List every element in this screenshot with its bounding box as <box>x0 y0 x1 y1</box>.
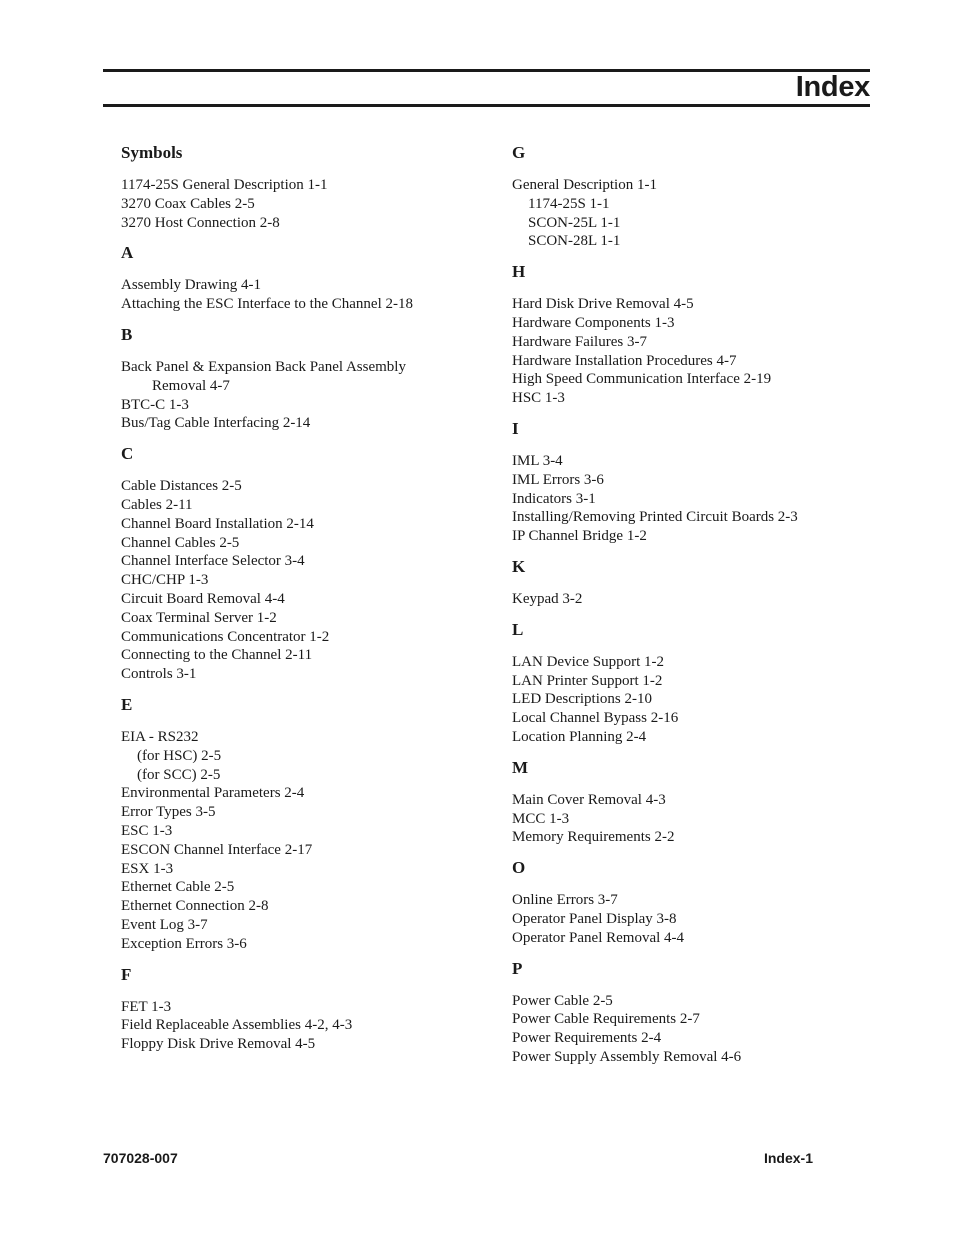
entry-list <box>121 477 491 684</box>
index-entry: Cables 2-11 <box>121 496 193 513</box>
index-subentry: (for SCC) 2-5 <box>137 766 221 783</box>
index-entry: HSC 1-3 <box>512 390 565 407</box>
index-entry: Circuit Board Removal 4-4 <box>121 590 285 607</box>
section-letter-heading: B <box>121 324 133 344</box>
page-number: Index-1 <box>763 1150 813 1166</box>
index-entry: LED Descriptions 2-10 <box>512 691 652 708</box>
index-entry: MCC 1-3 <box>512 810 570 827</box>
index-entry: Ethernet Cable 2-5 <box>121 879 235 896</box>
index-entry: Local Channel Bypass 2-16 <box>512 710 679 727</box>
entry-list <box>512 295 872 408</box>
index-entry: Back Panel & Expansion Back Panel Assembly <box>121 358 406 375</box>
index-entry: 1174-25S General Description 1-1 <box>121 177 328 193</box>
index-entry: Channel Board Installation 2-14 <box>121 515 314 532</box>
index-entry: Channel Cables 2-5 <box>121 534 240 551</box>
index-section <box>121 143 491 232</box>
index-entry: Hardware Failures 3-7 <box>512 333 647 350</box>
section-letter-heading: M <box>512 757 529 777</box>
entry-list <box>121 998 491 1054</box>
index-column-left <box>121 143 491 1065</box>
document-number: 707028-007 <box>103 1150 178 1166</box>
entry-list <box>121 276 491 314</box>
index-entry: Keypad 3-2 <box>512 590 583 607</box>
index-entry: ESCON Channel Interface 2-17 <box>121 841 313 858</box>
section-letter-heading: H <box>512 262 526 282</box>
index-entry: ESX 1-3 <box>121 860 174 877</box>
index-entry: Bus/Tag Cable Interfacing 2-14 <box>121 415 311 432</box>
entry-list <box>121 358 491 433</box>
index-section <box>512 143 872 251</box>
index-entry: Location Planning 2-4 <box>512 728 647 745</box>
index-entry: Coax Terminal Server 1-2 <box>121 609 277 626</box>
index-section <box>121 444 491 684</box>
index-section <box>121 243 491 314</box>
section-letter-heading: G <box>512 143 526 162</box>
index-entry: Indicators 3-1 <box>512 490 596 507</box>
header-top-rule <box>103 69 870 72</box>
section-letter-heading: O <box>512 858 526 878</box>
section-letter-heading: C <box>121 444 134 464</box>
index-entry: FET 1-3 <box>121 998 172 1015</box>
entry-list <box>121 728 491 954</box>
section-letter-heading: L <box>512 619 524 639</box>
index-entry: Cable Distances 2-5 <box>121 478 242 495</box>
index-entry: CHC/CHP 1-3 <box>121 572 209 589</box>
index-subentry: 1174-25S 1-1 <box>528 195 610 212</box>
index-entry: 3270 Coax Cables 2-5 <box>121 195 255 212</box>
index-entry: Connecting to the Channel 2-11 <box>121 647 313 664</box>
index-entry: Attaching the ESC Interface to the Channel 2-18 <box>121 296 413 313</box>
index-entry: Ethernet Connection 2-8 <box>121 898 269 915</box>
index-entry: Online Errors 3-7 <box>512 892 618 909</box>
index-entry: Power Cable Requirements 2-7 <box>512 1011 700 1028</box>
index-entry: Assembly Drawing 4-1 <box>121 277 261 294</box>
index-entry: IML 3-4 <box>512 452 563 469</box>
index-section <box>512 557 872 609</box>
index-section <box>512 858 872 947</box>
index-entry: General Description 1-1 <box>512 177 657 193</box>
index-entry: EIA - RS232 <box>121 728 199 745</box>
entry-list <box>512 653 872 747</box>
index-entry: Operator Panel Display 3-8 <box>512 910 677 927</box>
index-entry: Event Log 3-7 <box>121 916 208 933</box>
index-entry: Hardware Components 1-3 <box>512 314 675 331</box>
index-section <box>512 262 872 408</box>
entry-list <box>512 791 872 847</box>
index-entry: Operator Panel Removal 4-4 <box>512 929 685 946</box>
index-subentry: (for HSC) 2-5 <box>137 747 222 764</box>
section-letter-heading: F <box>121 964 132 984</box>
index-subentry: SCON-25L 1-1 <box>528 214 621 231</box>
index-entry: Communications Concentrator 1-2 <box>121 628 330 645</box>
index-entry: Hard Disk Drive Removal 4-5 <box>512 296 694 313</box>
entry-list <box>512 891 872 947</box>
entry-list <box>512 590 872 609</box>
index-entry: Floppy Disk Drive Removal 4-5 <box>121 1036 316 1053</box>
index-entry: Main Cover Removal 4-3 <box>512 791 666 808</box>
index-subentry: SCON-28L 1-1 <box>528 233 621 250</box>
index-entry: IP Channel Bridge 1-2 <box>512 528 647 545</box>
index-entry: LAN Printer Support 1-2 <box>512 672 663 689</box>
index-entry: Controls 3-1 <box>121 666 197 683</box>
entry-list <box>512 176 872 251</box>
index-section <box>512 419 872 546</box>
index-entry: Error Types 3-5 <box>121 804 216 821</box>
section-letter-heading: P <box>512 958 523 978</box>
index-section <box>121 965 491 1054</box>
index-entry: LAN Device Support 1-2 <box>512 653 665 670</box>
page-title: Index <box>795 71 870 103</box>
index-entry: Environmental Parameters 2-4 <box>121 785 305 802</box>
index-entry-continuation: Removal 4-7 <box>152 377 230 394</box>
header-bottom-rule <box>103 104 870 107</box>
index-entry: Power Cable 2-5 <box>512 992 613 1009</box>
index-section <box>121 695 491 954</box>
section-letter-heading: A <box>121 243 134 263</box>
index-entry: Installing/Removing Printed Circuit Boards 2-3 <box>512 509 798 526</box>
index-entry: Power Requirements 2-4 <box>512 1030 662 1047</box>
index-section <box>512 959 872 1067</box>
index-entry: Field Replaceable Assemblies 4-2, 4-3 <box>121 1017 353 1034</box>
index-entry: ESC 1-3 <box>121 822 173 839</box>
entry-list <box>512 992 872 1067</box>
index-section <box>121 325 491 433</box>
entry-list <box>512 452 872 546</box>
index-column-right <box>512 143 872 1078</box>
section-letter-heading: K <box>512 556 526 576</box>
index-entry: Memory Requirements 2-2 <box>512 829 675 846</box>
index-section <box>512 758 872 847</box>
section-letter-heading: E <box>121 694 133 714</box>
section-letter-heading: Symbols <box>121 143 183 162</box>
index-entry: IML Errors 3-6 <box>512 471 604 488</box>
index-entry: Channel Interface Selector 3-4 <box>121 553 305 570</box>
index-entry: Power Supply Assembly Removal 4-6 <box>512 1048 742 1065</box>
index-entry: Hardware Installation Procedures 4-7 <box>512 352 737 369</box>
section-letter-heading: I <box>512 418 519 438</box>
index-entry: 3270 Host Connection 2-8 <box>121 214 280 231</box>
entry-list <box>121 176 491 232</box>
index-entry: BTC-C 1-3 <box>121 396 189 413</box>
index-entry: Exception Errors 3-6 <box>121 935 247 952</box>
index-section <box>512 620 872 747</box>
index-entry: High Speed Communication Interface 2-19 <box>512 371 772 388</box>
